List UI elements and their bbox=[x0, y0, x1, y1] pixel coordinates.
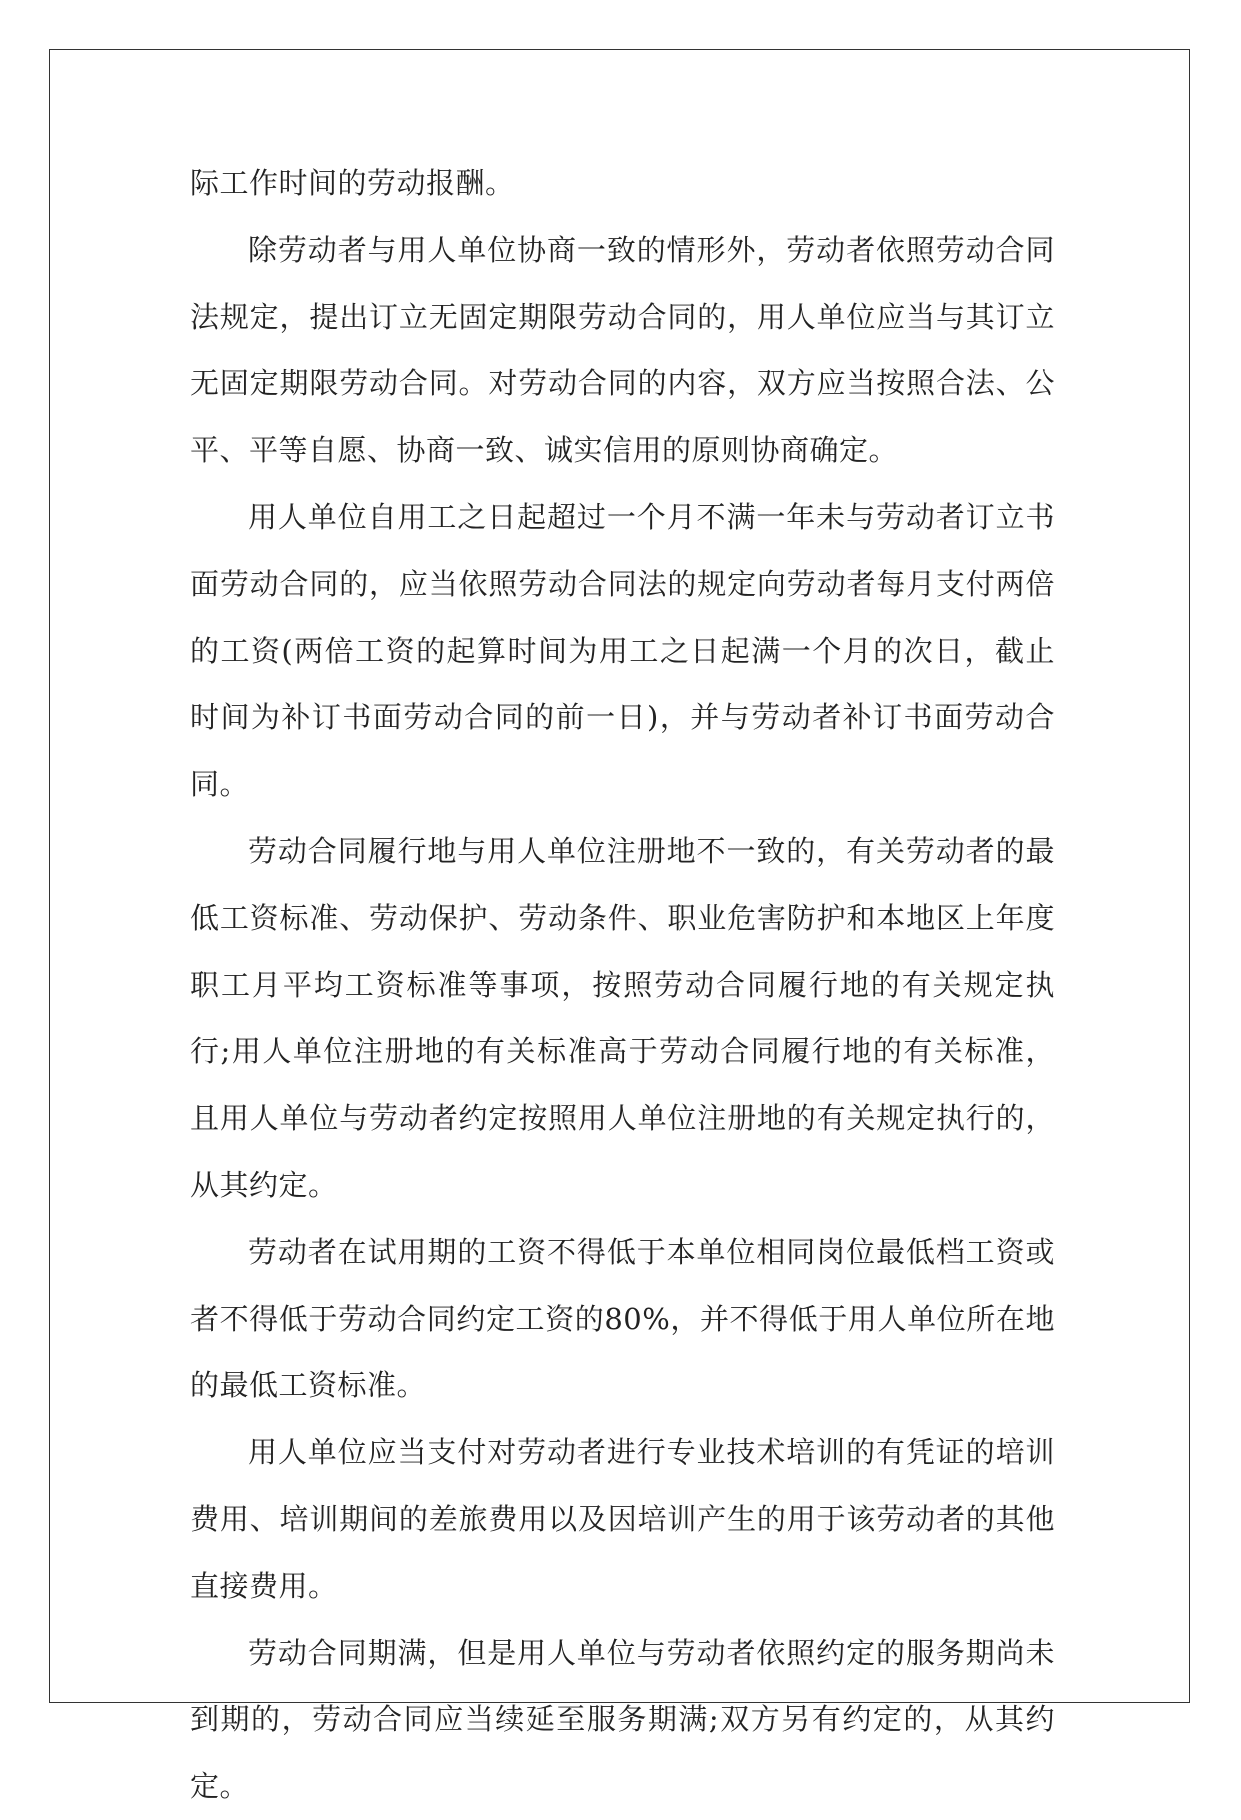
paragraph: 除劳动者与用人单位协商一致的情形外，劳动者依照劳动合同法规定，提出订立无固定期限劳动合同的，用人单位应当与其订立无固定期限劳动合同。对劳动合同的内容，双方应当按照合法、公平、平等自愿、协商一致、诚实信用的原则协商确定。 bbox=[190, 232, 1055, 468]
paragraph: 劳动合同履行地与用人单位注册地不一致的，有关劳动者的最低工资标准、劳动保护、劳动条件、职业危害防护和本地区上年度职工月平均工资标准等事项，按照劳动合同履行地的有关规定执行;用人单位注册地的有关标准高于劳动合同履行地的有关标准，且用人单位与劳动者约定按照用人单位注册地的有关规定执行的，从其约定。 bbox=[190, 833, 1055, 1202]
paragraph: 际工作时间的劳动报酬。 bbox=[190, 166, 515, 200]
paragraph: 劳动者在试用期的工资不得低于本单位相同岗位最低档工资或者不得低于劳动合同约定工资的80%，并不得低于用人单位所在地的最低工资标准。 bbox=[190, 1234, 1055, 1403]
document-body bbox=[190, 150, 1055, 1820]
paragraph: 用人单位应当支付对劳动者进行专业技术培训的有凭证的培训费用、培训期间的差旅费用以及因培训产生的用于该劳动者的其他直接费用。 bbox=[190, 1435, 1055, 1603]
paragraph: 用人单位自用工之日起超过一个月不满一年未与劳动者订立书面劳动合同的，应当依照劳动合同法的规定向劳动者每月支付两倍的工资(两倍工资的起算时间为用工之日起满一个月的次日，截止时间为补订书面劳动合同的前一日)，并与劳动者补订书面劳动合同。 bbox=[190, 499, 1055, 802]
paragraph: 劳动合同期满，但是用人单位与劳动者依照约定的服务期尚未到期的，劳动合同应当续延至服务期满;双方另有约定的，从其约定。 bbox=[190, 1635, 1055, 1804]
